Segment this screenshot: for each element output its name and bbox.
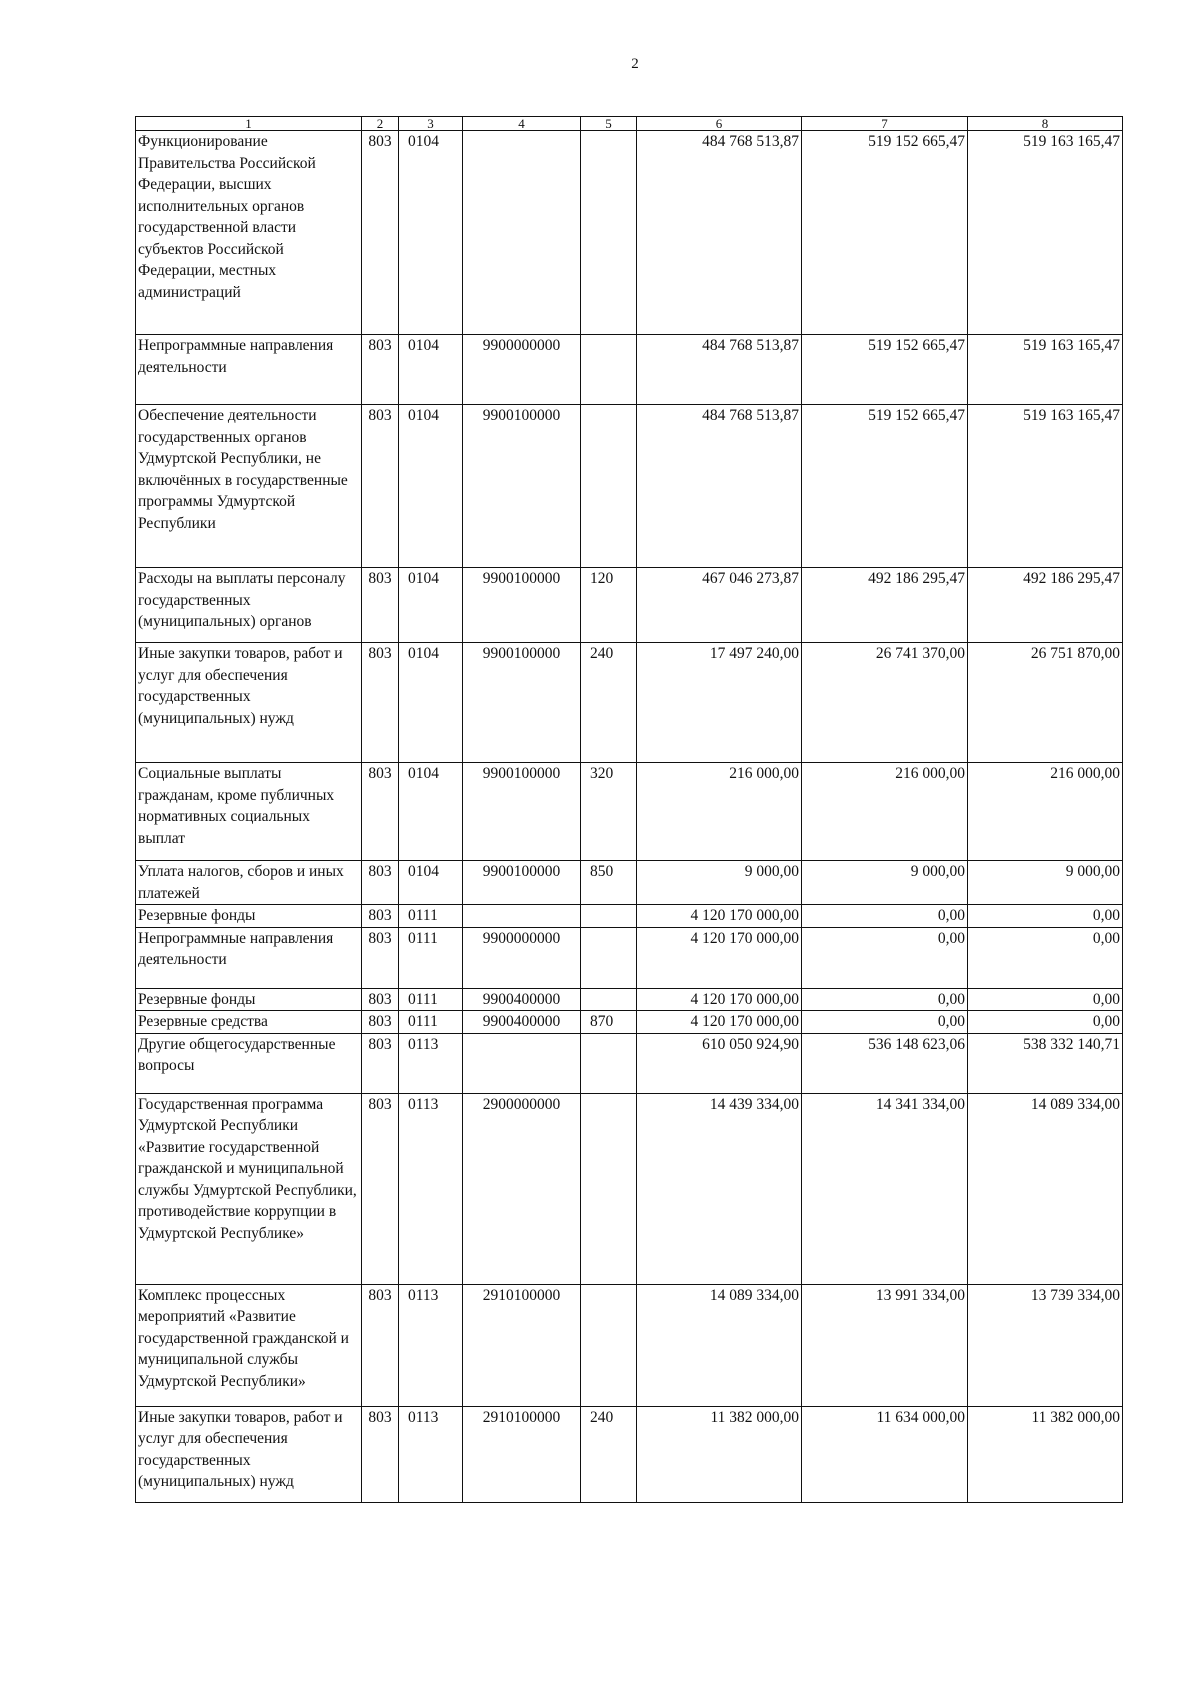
row-amount-1: 216 000,00 — [637, 763, 802, 861]
row-section-code: 0104 — [399, 405, 463, 568]
row-target-article: 2910100000 — [463, 1284, 581, 1406]
row-section-code: 0113 — [399, 1033, 463, 1093]
row-amount-1: 17 497 240,00 — [637, 643, 802, 763]
header-col-1: 1 — [136, 117, 362, 131]
header-col-6: 6 — [637, 117, 802, 131]
table-row — [136, 861, 1123, 905]
row-ministry-code: 803 — [362, 643, 399, 763]
row-target-article: 9900100000 — [463, 763, 581, 861]
row-target-article: 9900100000 — [463, 405, 581, 568]
row-target-article: 9900400000 — [463, 988, 581, 1011]
row-name: Комплекс процессных мероприятий «Развитие государственной гражданской и муниципальной службы Удмуртской Республики» — [136, 1284, 362, 1406]
row-name: Уплата налогов, сборов и иных платежей — [136, 861, 362, 905]
row-section-code: 0104 — [399, 335, 463, 405]
row-expense-type: 870 — [581, 1011, 637, 1034]
row-name: Иные закупки товаров, работ и услуг для обеспечения государственных (муниципальных) нужд — [136, 1406, 362, 1502]
header-col-7: 7 — [802, 117, 968, 131]
row-expense-type: 240 — [581, 1406, 637, 1502]
row-amount-2: 0,00 — [802, 905, 968, 928]
header-col-3: 3 — [399, 117, 463, 131]
row-ministry-code: 803 — [362, 905, 399, 928]
row-expense-type: 320 — [581, 763, 637, 861]
row-target-article — [463, 131, 581, 335]
row-amount-2: 519 152 665,47 — [802, 131, 968, 335]
row-ministry-code: 803 — [362, 927, 399, 988]
row-name: Государственная программа Удмуртской Республики «Развитие государственной гражданской и муниципальной службы Удмуртской Республики, противодействие коррупции в Удмуртской Республике» — [136, 1093, 362, 1284]
row-amount-1: 4 120 170 000,00 — [637, 1011, 802, 1034]
row-ministry-code: 803 — [362, 861, 399, 905]
row-name: Функционирование Правительства Российской Федерации, высших исполнительных органов государственной власти субъектов Российской Федерации, местных администраций — [136, 131, 362, 335]
row-expense-type — [581, 405, 637, 568]
row-amount-2: 9 000,00 — [802, 861, 968, 905]
row-ministry-code: 803 — [362, 1033, 399, 1093]
row-amount-1: 484 768 513,87 — [637, 405, 802, 568]
row-expense-type — [581, 905, 637, 928]
row-ministry-code: 803 — [362, 988, 399, 1011]
row-ministry-code: 803 — [362, 1406, 399, 1502]
row-amount-2: 11 634 000,00 — [802, 1406, 968, 1502]
row-ministry-code: 803 — [362, 763, 399, 861]
row-expense-type — [581, 988, 637, 1011]
row-target-article: 9900000000 — [463, 335, 581, 405]
row-amount-2: 14 341 334,00 — [802, 1093, 968, 1284]
row-name: Другие общегосударственные вопросы — [136, 1033, 362, 1093]
row-target-article: 9900000000 — [463, 927, 581, 988]
table-row — [136, 131, 1123, 335]
row-target-article: 2900000000 — [463, 1093, 581, 1284]
row-section-code: 0111 — [399, 927, 463, 988]
row-name: Резервные средства — [136, 1011, 362, 1034]
row-amount-1: 4 120 170 000,00 — [637, 927, 802, 988]
header-row — [136, 117, 1123, 131]
row-target-article: 9900100000 — [463, 643, 581, 763]
row-amount-1: 9 000,00 — [637, 861, 802, 905]
page-number: 2 — [631, 56, 639, 72]
row-section-code: 0104 — [399, 861, 463, 905]
row-section-code: 0111 — [399, 905, 463, 928]
row-target-article: 9900100000 — [463, 568, 581, 643]
row-section-code: 0104 — [399, 568, 463, 643]
row-target-article — [463, 905, 581, 928]
table-row — [136, 335, 1123, 405]
row-amount-3: 492 186 295,47 — [968, 568, 1123, 643]
table-row — [136, 405, 1123, 568]
row-ministry-code: 803 — [362, 405, 399, 568]
row-amount-3: 11 382 000,00 — [968, 1406, 1123, 1502]
row-amount-3: 519 163 165,47 — [968, 405, 1123, 568]
row-amount-3: 9 000,00 — [968, 861, 1123, 905]
row-amount-2: 519 152 665,47 — [802, 405, 968, 568]
table-row — [136, 1011, 1123, 1034]
row-amount-3: 14 089 334,00 — [968, 1093, 1123, 1284]
row-expense-type — [581, 335, 637, 405]
row-name: Социальные выплаты гражданам, кроме публичных нормативных социальных выплат — [136, 763, 362, 861]
row-section-code: 0104 — [399, 643, 463, 763]
row-amount-2: 216 000,00 — [802, 763, 968, 861]
row-expense-type: 850 — [581, 861, 637, 905]
table-row — [136, 1284, 1123, 1406]
row-name: Иные закупки товаров, работ и услуг для обеспечения государственных (муниципальных) нужд — [136, 643, 362, 763]
row-ministry-code: 803 — [362, 568, 399, 643]
row-amount-2: 26 741 370,00 — [802, 643, 968, 763]
budget-table — [135, 116, 1123, 1503]
row-expense-type — [581, 1284, 637, 1406]
row-amount-3: 26 751 870,00 — [968, 643, 1123, 763]
row-amount-2: 0,00 — [802, 988, 968, 1011]
row-expense-type — [581, 927, 637, 988]
row-ministry-code: 803 — [362, 335, 399, 405]
row-target-article: 9900100000 — [463, 861, 581, 905]
row-amount-1: 14 089 334,00 — [637, 1284, 802, 1406]
header-col-2: 2 — [362, 117, 399, 131]
row-amount-1: 14 439 334,00 — [637, 1093, 802, 1284]
table-row — [136, 1406, 1123, 1502]
header-col-8: 8 — [968, 117, 1123, 131]
row-ministry-code: 803 — [362, 1093, 399, 1284]
row-section-code: 0104 — [399, 763, 463, 861]
row-amount-1: 610 050 924,90 — [637, 1033, 802, 1093]
row-expense-type — [581, 1033, 637, 1093]
row-amount-1: 4 120 170 000,00 — [637, 905, 802, 928]
row-section-code: 0113 — [399, 1284, 463, 1406]
row-section-code: 0111 — [399, 988, 463, 1011]
table-row — [136, 763, 1123, 861]
row-amount-3: 0,00 — [968, 905, 1123, 928]
row-expense-type — [581, 131, 637, 335]
row-amount-3: 538 332 140,71 — [968, 1033, 1123, 1093]
row-name: Резервные фонды — [136, 905, 362, 928]
header-col-5: 5 — [581, 117, 637, 131]
row-name: Непрограммные направления деятельности — [136, 927, 362, 988]
row-amount-3: 519 163 165,47 — [968, 131, 1123, 335]
table-row — [136, 905, 1123, 928]
row-amount-1: 4 120 170 000,00 — [637, 988, 802, 1011]
row-amount-2: 0,00 — [802, 927, 968, 988]
row-expense-type: 120 — [581, 568, 637, 643]
row-target-article — [463, 1033, 581, 1093]
row-amount-1: 484 768 513,87 — [637, 335, 802, 405]
row-name: Непрограммные направления деятельности — [136, 335, 362, 405]
row-name: Обеспечение деятельности государственных органов Удмуртской Республики, не включённых в государственные программы Удмуртской Республики — [136, 405, 362, 568]
row-target-article: 9900400000 — [463, 1011, 581, 1034]
row-amount-2: 13 991 334,00 — [802, 1284, 968, 1406]
row-target-article: 2910100000 — [463, 1406, 581, 1502]
row-amount-1: 484 768 513,87 — [637, 131, 802, 335]
row-amount-1: 11 382 000,00 — [637, 1406, 802, 1502]
table-row — [136, 1033, 1123, 1093]
row-expense-type — [581, 1093, 637, 1284]
row-ministry-code: 803 — [362, 1284, 399, 1406]
row-name: Расходы на выплаты персоналу государственных (муниципальных) органов — [136, 568, 362, 643]
row-amount-3: 0,00 — [968, 988, 1123, 1011]
row-section-code: 0104 — [399, 131, 463, 335]
row-expense-type: 240 — [581, 643, 637, 763]
row-section-code: 0111 — [399, 1011, 463, 1034]
row-amount-2: 536 148 623,06 — [802, 1033, 968, 1093]
row-name: Резервные фонды — [136, 988, 362, 1011]
row-amount-3: 519 163 165,47 — [968, 335, 1123, 405]
row-amount-2: 492 186 295,47 — [802, 568, 968, 643]
table-row — [136, 568, 1123, 643]
table-row — [136, 643, 1123, 763]
table-row — [136, 1093, 1123, 1284]
row-amount-1: 467 046 273,87 — [637, 568, 802, 643]
row-ministry-code: 803 — [362, 131, 399, 335]
row-amount-3: 0,00 — [968, 1011, 1123, 1034]
row-ministry-code: 803 — [362, 1011, 399, 1034]
row-amount-2: 0,00 — [802, 1011, 968, 1034]
header-col-4: 4 — [463, 117, 581, 131]
row-amount-3: 13 739 334,00 — [968, 1284, 1123, 1406]
table-row — [136, 988, 1123, 1011]
row-section-code: 0113 — [399, 1093, 463, 1284]
row-amount-2: 519 152 665,47 — [802, 335, 968, 405]
table-row — [136, 927, 1123, 988]
row-amount-3: 216 000,00 — [968, 763, 1123, 861]
row-amount-3: 0,00 — [968, 927, 1123, 988]
row-section-code: 0113 — [399, 1406, 463, 1502]
